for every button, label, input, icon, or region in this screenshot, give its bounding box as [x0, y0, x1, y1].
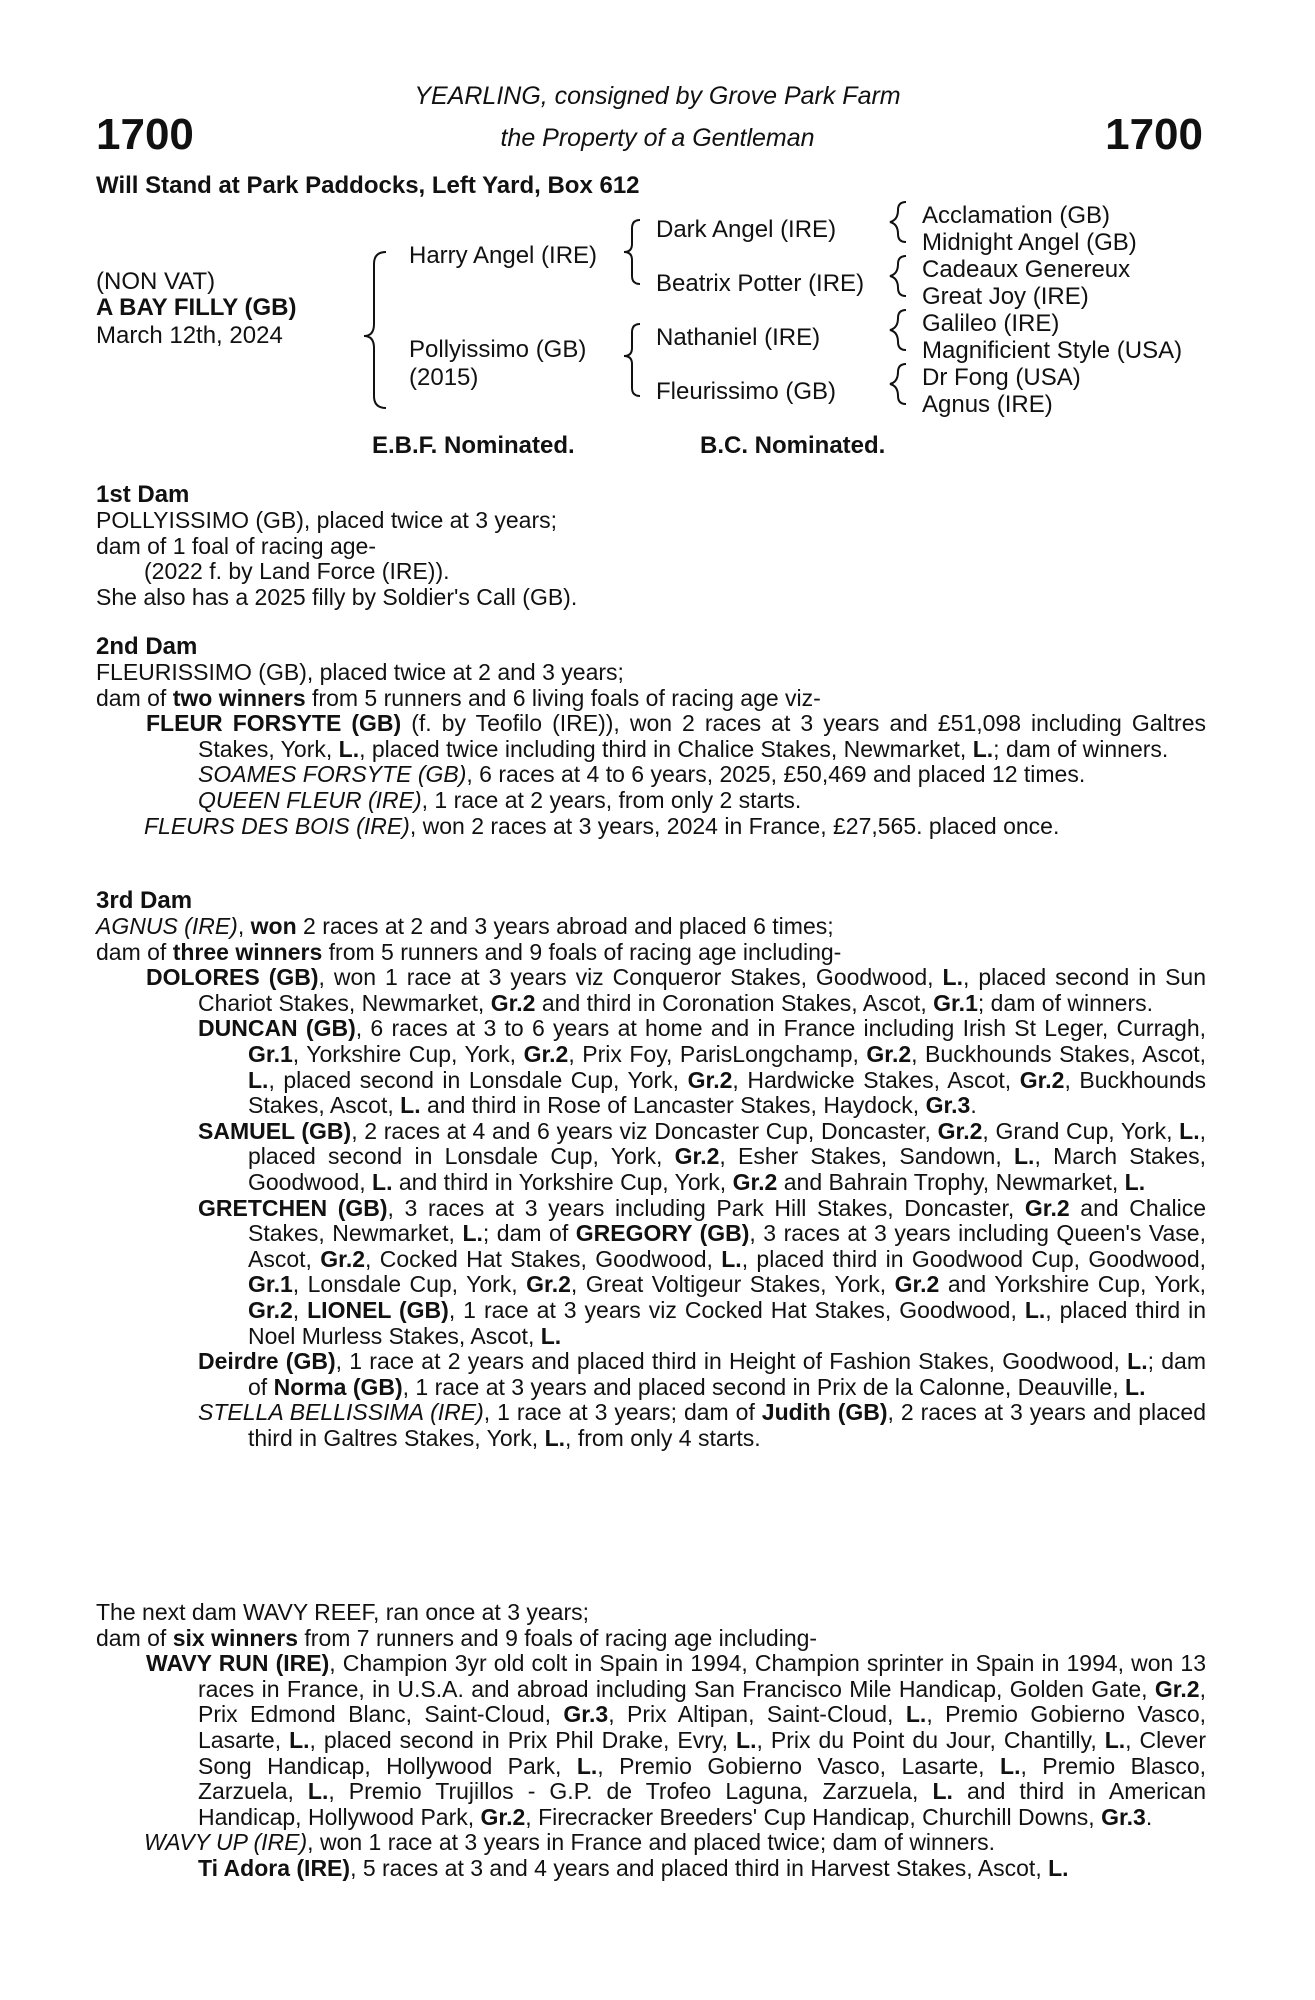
first-dam-line: dam of 1 foal of racing age- — [96, 532, 376, 559]
first-dam-section — [96, 482, 1206, 610]
first-dam-line: She also has a 2025 filly by Soldier's Call (GB). — [96, 583, 578, 610]
dam-sire: Nathaniel (IRE) — [656, 324, 821, 351]
ggp-5: Galileo (IRE) — [922, 310, 1060, 337]
first-dam-foal: (2022 f. by Land Force (IRE)). — [144, 558, 450, 585]
progeny-entry: FLEURS DES BOIS (IRE), won 2 races at 3 years, 2024 in France, £27,565. placed once. — [144, 812, 1060, 839]
next-dam-section — [96, 1600, 1206, 1882]
vat-status: (NON VAT) — [96, 268, 216, 295]
lot-number-left: 1700 — [96, 110, 194, 159]
ggp-1: Acclamation (GB) — [922, 202, 1111, 229]
progeny-entry: SAMUEL (GB), 2 races at 4 and 6 years viz Doncaster Cup, Doncaster, Gr.2, Grand Cup, York, L., placed second in Lonsdale Cup, York, Gr.2, Esher Stakes, Sandown, L., March Stakes, Goodwood, L. and third in Yorkshire Cup, York, Gr.2 and Bahrain Trophy, Newmarket, L. — [198, 1117, 1207, 1195]
progeny-entry: STELLA BELLISSIMA (IRE), 1 race at 3 years; dam of Judith (GB), 2 races at 3 years and placed third in Galtres Stakes, York, L., from only 4 starts. — [198, 1399, 1206, 1451]
ggp-8: Agnus (IRE) — [922, 391, 1053, 418]
second-dam-heading: 2nd Dam — [96, 633, 198, 660]
progeny-entry: FLEUR FORSYTE (GB) (f. by Teofilo (IRE)), won 2 races at 3 years and £51,098 including Galtres Stakes, York, L., placed twice including third in Chalice Stakes, Newmarket, L.; dam of winners. — [146, 710, 1206, 762]
stand-location: Will Stand at Park Paddocks, Left Yard, Box 612 — [96, 172, 640, 199]
first-dam-heading: 1st Dam — [96, 481, 190, 508]
third-dam-section — [96, 888, 1206, 1451]
horse-name: A BAY FILLY (GB) — [96, 294, 297, 321]
progeny-entry: Ti Adora (IRE), 5 races at 3 and 4 years and placed third in Harvest Stakes, Ascot, L. — [198, 1854, 1069, 1881]
third-dam-line: AGNUS (IRE), won 2 races at 2 and 3 years abroad and placed 6 times; — [96, 913, 834, 939]
pedigree-brackets — [0, 0, 1315, 430]
dam-year: (2015) — [409, 364, 479, 391]
second-dam-line: dam of two winners from 5 runners and 6 living foals of racing age viz- — [96, 684, 821, 711]
sire-dam: Beatrix Potter (IRE) — [656, 270, 865, 297]
property-line: the Property of a Gentleman — [500, 124, 815, 152]
ggp-7: Dr Fong (USA) — [922, 364, 1081, 391]
sire: Harry Angel (IRE) — [409, 242, 598, 269]
next-dam-line: dam of six winners from 7 runners and 9 foals of racing age including- — [96, 1624, 818, 1651]
ggp-3: Cadeaux Genereux — [922, 256, 1131, 283]
progeny-entry: QUEEN FLEUR (IRE), 1 race at 2 years, from only 2 starts. — [198, 786, 802, 813]
consignment-line: YEARLING, consigned by Grove Park Farm — [414, 82, 901, 110]
progeny-entry: Deirdre (GB), 1 race at 2 years and placed third in Height of Fashion Stakes, Goodwood, L.; dam of Norma (GB), 1 race at 3 years and placed second in Prix de la Calonne, Deauville, L. — [198, 1348, 1206, 1400]
progeny-entry: DUNCAN (GB), 6 races at 3 to 6 years at home and in France including Irish St Leger, Curragh, Gr.1, Yorkshire Cup, York, Gr.2, Prix Foy, ParisLongchamp, Gr.2, Buckhounds Stakes, Ascot, L., placed second in Lonsdale Cup, York, Gr.2, Hardwicke Stakes, Ascot, Gr.2, Buckhounds Stakes, Ascot, L. and third in Rose of Lancaster Stakes, Haydock, Gr.3. — [198, 1015, 1207, 1119]
ggp-2: Midnight Angel (GB) — [922, 229, 1137, 256]
dam: Pollyissimo (GB) — [409, 336, 587, 363]
third-dam-line: dam of three winners from 5 runners and 9 foals of racing age including- — [96, 938, 842, 965]
progeny-entry: WAVY UP (IRE), won 1 race at 3 years in France and placed twice; dam of winners. — [144, 1829, 995, 1856]
bc-nomination: B.C. Nominated. — [700, 432, 886, 459]
third-dam-heading: 3rd Dam — [96, 887, 193, 914]
second-dam-section — [96, 634, 1206, 839]
sire-sire: Dark Angel (IRE) — [656, 216, 837, 243]
ebf-nomination: E.B.F. Nominated. — [372, 432, 575, 459]
dam-dam: Fleurissimo (GB) — [656, 378, 837, 405]
next-dam-line: The next dam WAVY REEF, ran once at 3 years; — [96, 1599, 590, 1625]
ggp-6: Magnificient Style (USA) — [922, 337, 1183, 364]
progeny-entry: DOLORES (GB), won 1 race at 3 years viz Conqueror Stakes, Goodwood, L., placed second in Sun Chariot Stakes, Newmarket, Gr.2 and third in Coronation Stakes, Ascot, Gr.1; dam of winners. — [146, 964, 1206, 1016]
first-dam-line: POLLYISSIMO (GB), placed twice at 3 years; — [96, 507, 558, 533]
lot-number-right: 1700 — [1105, 110, 1203, 159]
second-dam-line: FLEURISSIMO (GB), placed twice at 2 and 3 years; — [96, 659, 624, 685]
progeny-entry: GRETCHEN (GB), 3 races at 3 years including Park Hill Stakes, Doncaster, Gr.2 and Chalice Stakes, Newmarket, L.; dam of GREGORY (GB), 3 races at 3 years including Queen's Vase, Ascot, Gr.2, Cocked Hat Stakes, Goodwood, L., placed third in Goodwood Cup, Goodwood, Gr.1, Lonsdale Cup, York, Gr.2, Great Voltigeur Stakes, York, Gr.2 and Yorkshire Cup, York, Gr.2, LIONEL (GB), 1 race at 3 years viz Cocked Hat Stakes, Goodwood, L., placed third in Noel Murless Stakes, Ascot, L. — [198, 1194, 1206, 1349]
ggp-4: Great Joy (IRE) — [922, 283, 1089, 310]
progeny-entry: WAVY RUN (IRE), Champion 3yr old colt in Spain in 1994, Champion sprinter in Spain in 1994, won 13 races in France, in U.S.A. and abroad including San Francisco Mile Handicap, Golden Gate, Gr.2, Prix Edmond Blanc, Saint-Cloud, Gr.3, Prix Altipan, Saint-Cloud, L., Premio Gobierno Vasco, Lasarte, L., placed second in Prix Phil Drake, Evry, L., Prix du Point du Jour, Chantilly, L., Clever Song Handicap, Hollywood Park, L., Premio Gobierno Vasco, Lasarte, L., Premio Blasco, Zarzuela, L., Premio Trujillos - G.P. de Trofeo Laguna, Zarzuela, L. and third in American Handicap, Hollywood Park, Gr.2, Firecracker Breeders' Cup Handicap, Churchill Downs, Gr.3. — [146, 1650, 1207, 1830]
foaling-date: March 12th, 2024 — [96, 322, 283, 349]
progeny-entry: SOAMES FORSYTE (GB), 6 races at 4 to 6 years, 2025, £50,469 and placed 12 times. — [198, 761, 1086, 788]
